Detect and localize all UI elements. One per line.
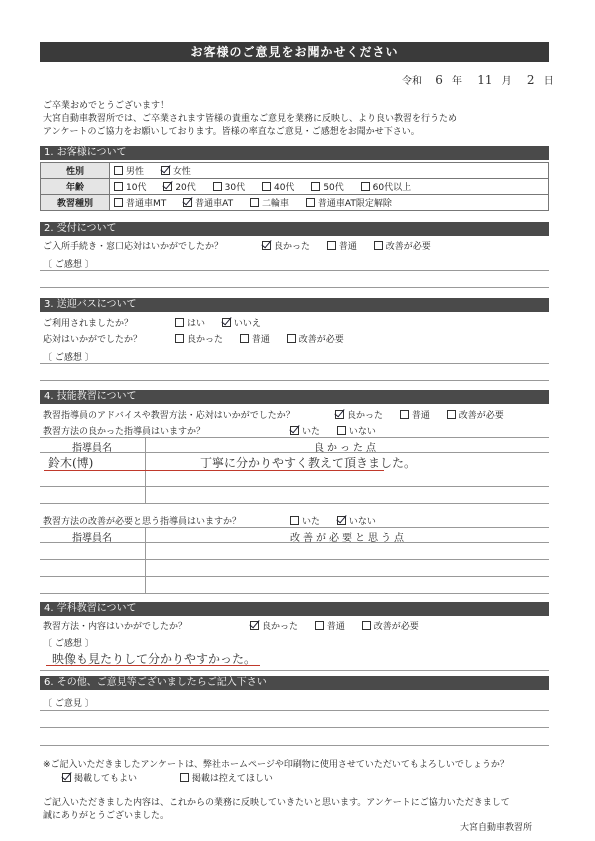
divider [40,576,549,577]
checkbox-checked-icon[interactable] [62,773,71,782]
option-label: いた [302,427,321,437]
date [402,72,554,87]
good-table-header-name: 指導員名 [72,443,112,454]
checkbox-icon[interactable] [250,198,259,207]
age-option-40s[interactable] [262,183,294,193]
reception-improve-option[interactable] [374,242,431,252]
intro-line-2: 大宮自動車教習所では、ご卒業されます皆様の貴重なご意見を業務に反映し、より良い教習を行うため [43,114,458,124]
section-header-customer: 1. お客様について [40,146,549,160]
option-label: 30代 [224,183,246,193]
date-month: 11 [477,73,493,87]
checkbox-checked-icon[interactable] [335,410,344,419]
classroom-question: 教習方法・内容はいかがでしたか？ [43,622,188,632]
good-instructor-yes-option[interactable] [290,427,320,437]
option-label: 普通 [411,411,430,421]
driving-question-good-instructor: 教習方法の良かった指導員はいますか？ [43,427,206,437]
option-label: 60代以上 [372,183,412,193]
shuttle-question-service: 応対はいかがでしたか？ [43,335,143,345]
bad-table-header-point: 改善が必要と思う点 [290,533,407,544]
divider [40,670,549,671]
divider [40,503,549,504]
course-option-at[interactable] [183,199,233,209]
checkbox-icon[interactable] [287,334,296,343]
reception-normal-option[interactable] [327,242,357,252]
consent-decline-option[interactable] [180,774,273,784]
good-table-header-point: 良かった点 [314,443,379,454]
checkbox-checked-icon[interactable] [262,241,271,250]
gender-label: 性別 [41,163,110,179]
checkbox-icon[interactable] [290,516,299,525]
gender-female-option[interactable] [161,167,191,177]
checkbox-checked-icon[interactable] [337,516,346,525]
option-label: 普通車AT限定解除 [317,199,392,209]
course-label: 教習種別 [41,195,110,211]
reception-comment-label: 〔 ご感想 〕 [43,260,94,270]
divider [40,437,549,438]
customer-info-table [40,162,549,211]
checkbox-icon[interactable] [315,621,324,630]
gender-options [110,163,549,179]
divider [40,270,549,271]
option-label: 40代 [273,183,295,193]
consent-allow-option[interactable] [62,774,137,784]
driving-question-bad-instructor: 教習方法の改善が必要と思う指導員はいますか？ [43,517,242,527]
course-option-mt[interactable] [114,199,166,209]
bad-instructor-no-option[interactable] [337,517,376,527]
good-instructor-no-option[interactable] [337,427,376,437]
checkbox-checked-icon[interactable] [161,166,170,175]
option-label: 普通車MT [126,199,167,209]
shuttle-good-option[interactable] [175,335,223,345]
driving-improve-option[interactable] [447,411,504,421]
course-options [110,195,549,211]
age-option-20s[interactable] [163,183,195,193]
checkbox-icon[interactable] [306,198,315,207]
checkbox-icon[interactable] [311,182,320,191]
checkbox-checked-icon[interactable] [183,198,192,207]
section-header-classroom: 4. 学科教習について [40,602,549,616]
classroom-options [250,619,433,632]
reception-good-option[interactable] [262,242,310,252]
divider [40,380,549,381]
age-option-60plus[interactable] [361,183,411,193]
shuttle-use-options [175,316,275,329]
driving-instructor-options [335,408,518,421]
option-label: 普通車AT [195,199,234,209]
checkbox-checked-icon[interactable] [250,621,259,630]
age-option-30s[interactable] [213,183,245,193]
option-label: いない [348,517,376,527]
checkbox-icon[interactable] [262,182,271,191]
option-label: 男性 [126,167,145,177]
signature: 大宮自動車教習所 [460,823,533,833]
checkbox-icon[interactable] [374,241,383,250]
option-label: 掲載は控えてほしい [191,774,273,784]
consent-options [62,771,287,784]
page-title: お客様のご意見をお聞かせください [40,42,549,62]
course-option-motorcycle[interactable] [250,199,289,209]
closing-line-1: ご記入いただきました内容は、これからの業務に反映していきたいと思います。アンケートにご協力いただきまして [43,798,510,808]
date-year: 6 [435,73,443,87]
option-label: 改善が必要 [385,242,431,252]
checkbox-checked-icon[interactable] [163,182,172,191]
underline-mark [44,470,384,471]
checkbox-checked-icon[interactable] [222,318,231,327]
date-era: 令和 [402,76,422,87]
shuttle-comment-label: 〔 ご感想 〕 [43,353,94,363]
divider [40,745,549,746]
bad-table-header-name: 指導員名 [72,533,112,544]
underline-mark [46,665,260,666]
good-instructor-options [290,424,390,437]
checkbox-checked-icon[interactable] [290,426,299,435]
divider [40,486,549,487]
checkbox-icon[interactable] [114,182,123,191]
checkbox-icon[interactable] [361,182,370,191]
divider [40,727,549,728]
option-label: 20代 [175,183,196,193]
option-label: 50代 [323,183,344,193]
intro-line-1: ご卒業おめでとうございます！ [43,101,170,111]
date-year-unit: 年 [452,76,463,87]
driving-normal-option[interactable] [400,411,430,421]
option-label: 良かった [274,242,311,252]
option-label: 普通 [251,335,270,345]
shuttle-question-use: ご利用されましたか？ [43,319,134,329]
checkbox-icon[interactable] [180,773,189,782]
classroom-comment: 映像も見たりして分かりやすかった。 [52,652,257,666]
shuttle-service-options [175,332,358,345]
checkbox-icon[interactable] [337,426,346,435]
option-label: 改善が必要 [298,335,344,345]
divider [40,593,549,594]
checkbox-icon[interactable] [175,334,184,343]
date-month-unit: 月 [501,76,512,87]
divider [145,527,146,593]
age-label: 年齢 [41,179,110,195]
option-label: 掲載してもよい [74,774,138,784]
divider [40,363,549,364]
divider [40,452,549,453]
good-instructor-point: 丁寧に分かりやすく教えて頂きました。 [200,456,417,470]
date-day: 2 [526,73,535,87]
option-label: はい [187,319,206,329]
shuttle-improve-option[interactable] [287,335,344,345]
option-label: 二輪車 [261,199,289,209]
option-label: 10代 [126,183,147,193]
reception-question: ご入所手続き・窓口応対はいかがでしたか？ [43,242,224,252]
section-header-driving: 4. 技能教習について [40,390,549,404]
option-label: いない [348,427,376,437]
divider [40,559,549,560]
gender-male-option[interactable] [114,167,144,177]
option-label: いいえ [233,319,261,329]
classroom-comment-label: 〔 ご感想 〕 [43,639,94,649]
checkbox-icon[interactable] [175,318,184,327]
option-label: 改善が必要 [458,411,504,421]
option-label: いた [302,517,321,527]
option-label: 良かった [187,335,224,345]
checkbox-icon[interactable] [240,334,249,343]
option-label: 普通 [338,242,357,252]
intro-line-3: アンケートのご協力をお願いしております。皆様の率直なご意見・ご感想をお聞かせ下さい。 [43,127,420,137]
divider [40,542,549,543]
bad-instructor-yes-option[interactable] [290,517,320,527]
course-option-at-release[interactable] [306,199,392,209]
section-header-shuttle: 3. 送迎バスについて [40,298,549,312]
classroom-good-option[interactable] [250,622,298,632]
other-comment-label: 〔 ご意見 〕 [43,699,94,709]
closing-line-2: 誠にありがとうございました。 [43,811,170,821]
date-day-unit: 日 [543,76,554,87]
shuttle-normal-option[interactable] [240,335,270,345]
shuttle-no-option[interactable] [222,319,261,329]
classroom-normal-option[interactable] [315,622,345,632]
checkbox-icon[interactable] [114,198,123,207]
divider [40,710,549,711]
divider [40,527,549,528]
reception-options [262,239,445,252]
checkbox-icon[interactable] [327,241,336,250]
age-option-10s[interactable] [114,183,146,193]
option-label: 良かった [347,411,384,421]
consent-question: ※ご記入いただきましたアンケートは、弊社ホームページや印刷物に使用させていただいてもよろしいでしょうか？ [43,760,509,770]
checkbox-icon[interactable] [362,621,371,630]
option-label: 良かった [262,622,299,632]
checkbox-icon[interactable] [213,182,222,191]
option-label: 普通 [326,622,345,632]
option-label: 改善が必要 [373,622,419,632]
checkbox-icon[interactable] [447,410,456,419]
checkbox-icon[interactable] [400,410,409,419]
good-instructor-name: 鈴木(博) [48,456,94,470]
bad-instructor-options [290,514,390,527]
driving-good-option[interactable] [335,411,383,421]
age-options [110,179,549,195]
driving-question-instructor: 教習指導員のアドバイスや教習方法・応対はいかがでしたか？ [43,411,295,421]
section-header-other: 6. その他、ご意見等ございましたらご記入下さい [40,676,549,690]
divider [40,287,549,288]
option-label: 女性 [172,167,191,177]
section-header-reception: 2. 受付について [40,222,549,236]
shuttle-yes-option[interactable] [175,319,205,329]
age-option-50s[interactable] [311,183,343,193]
checkbox-icon[interactable] [114,166,123,175]
classroom-improve-option[interactable] [362,622,419,632]
